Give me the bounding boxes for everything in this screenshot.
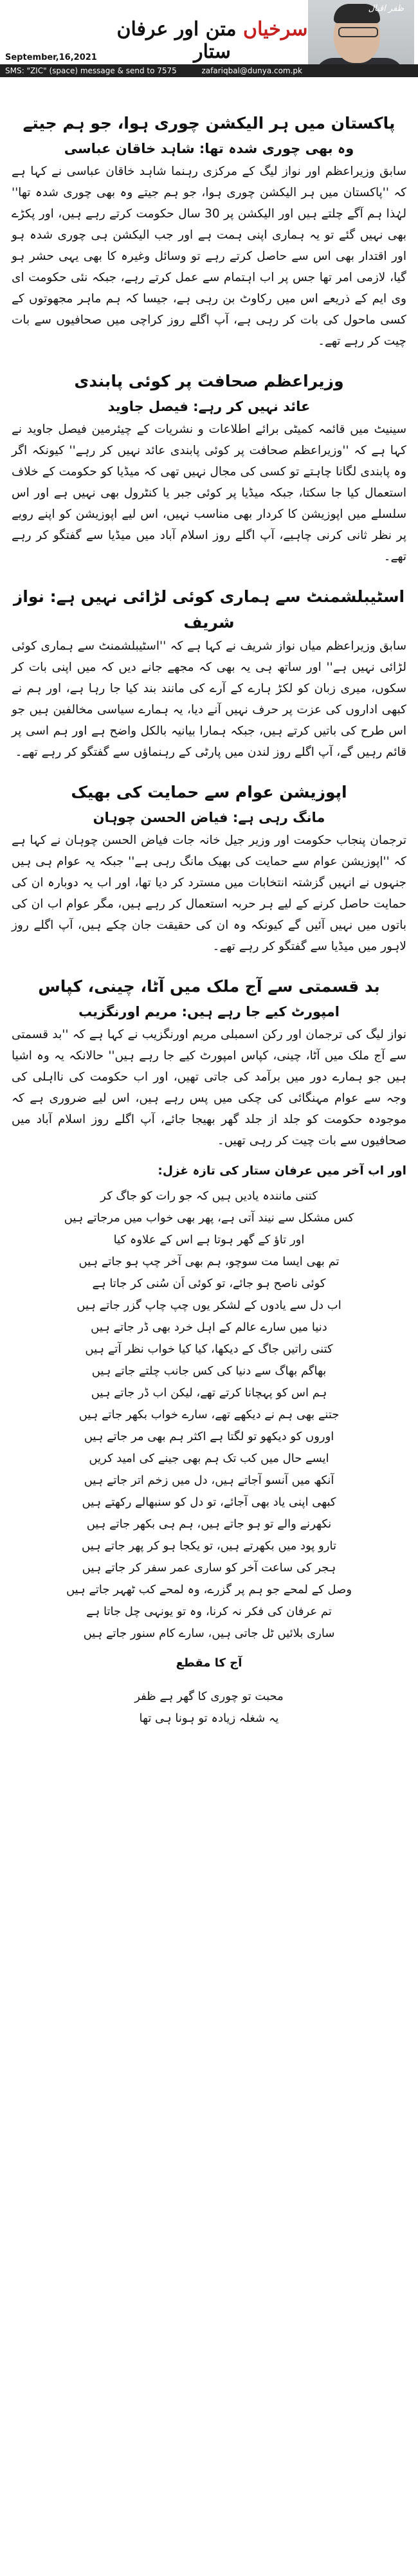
section-paragraph: نواز لیگ کی ترجمان اور رکن اسمبلی مریم اورنگزیب نے کہا ہے کہ ''بد قسمتی سے آج ملک میں آٹا، چینی، کپاس امپورٹ کیے جا رہے ہیں'' حالانکہ یہ وہ اشیا ہیں جو ہمارے دور میں برآمد کی جاتی تھیں، اور اب حکومت کی نااہلی کی وجہ سے عوام مہنگائی کی چکی میں پس رہے ہیں، اس لیے ضروری ہے کہ موجودہ حکومت کو جلد از جلد گھر بھیجا جائے، آپ اگلے روز اسلام آباد میں صحافیوں سے بات چیت کر رہی تھیں۔ (12, 1028, 406, 1147)
poem-line: ساری بلائیں ٹل جاتی ہیں، سارے کام سنور جاتے ہیں (83, 1627, 335, 1640)
poem-line: دنیا میں سارے عالم کے اہل خرد بھی ڈر جاتے ہیں (91, 1320, 327, 1334)
article-body (12, 111, 406, 1730)
poem-line: ہجر کی ساعت آخر کو ساری عمر سفر کر جاتے ہیں (82, 1561, 336, 1575)
section-subhead: امپورٹ کیے جا رہے ہیں: مریم اورنگزیب (78, 1004, 340, 1019)
poem-line: اب دل سے یادوں کے لشکر یوں چپ چاپ گزر جاتے ہیں (77, 1299, 341, 1312)
article-section (12, 584, 406, 763)
section-subhead: وہ بھی چوری شدہ تھا: شاہد خاقان عباسی (64, 141, 354, 156)
section-headline: بد قسمتی سے آج ملک میں آٹا، چینی، کپاس (38, 977, 380, 996)
closing-label: آج کا مقطع (176, 1656, 242, 1670)
sms-bar (0, 64, 418, 77)
publish-date: September,16,2021 (5, 53, 97, 62)
section-headline: اپوزیشن عوام سے حمایت کی بھیک (71, 783, 347, 801)
poem-intro: اور اب آخر میں عرفان ستار کی تازہ غزل: (158, 1164, 406, 1178)
section-subhead: عائد نہیں کر رہے: فیصل جاوید (107, 399, 311, 414)
section-paragraph: سابق وزیراعظم میاں نواز شریف نے کہا ہے کہ ''اسٹیبلشمنٹ سے ہماری کوئی لڑائی نہیں ہے'' اور ساتھ ہی یہ بھی کہ مجھے جانے دیں کہ میں اپنی بات کر سکوں، میری زبان کو لکڑ ہارے کے آرے کی مانند بند کیا جا رہا ہے، اور ہم نے کبھی اداروں کی عزت پر حرف نہیں آنے دیا، یہ ہمارے سیاسی مخالفین ہیں جو اس طرح کی باتیں کرتے ہیں، جبکہ ہمارا بیانیہ بالکل واضح ہے اور ہم اسی پر قائم رہیں گے، آپ اگلے روز لندن میں پارٹی کے رہنماؤں سے گفتگو کر رہے تھے۔ (12, 639, 406, 759)
article-section (12, 111, 406, 352)
poem-line: کس مشکل سے نیند آتی ہے، پھر بھی خواب میں مرجاتے ہیں (64, 1211, 354, 1225)
sms-instructions: SMS: "ZIC" (space) message & send to 7575 (5, 66, 177, 75)
poem-line: جتنے بھی ہم نے دیکھے تھے، سارے خواب بکھر جاتے ہیں (78, 1408, 340, 1421)
poem-line: کوئی ناصح ہو جائے، تو کوئی اَن سُنی کر جاتا ہے (92, 1277, 326, 1290)
poem-line: کتنی مانندہ یادیں ہیں کہ جو رات کو جاگ کر (100, 1189, 318, 1203)
poem-line: کبھی اپنی یاد بھی آجائے، تو دل کو سنبھالے رکھتے ہیں (82, 1495, 336, 1509)
column-title-part2: متن اور عرفان ستار (116, 18, 237, 63)
poem-line: ایسے حال میں کب تک ہم بھی جینے کی امید کریں (89, 1452, 329, 1465)
poem-line: ہم اس کو پہچانا کرتے تھے، لیکن اب ڈر جاتے ہیں (91, 1386, 327, 1400)
column-header (0, 0, 418, 104)
poem-line: تم عرفان کی فکر نہ کرنا، وہ تو یونہی چل جاتا ہے (86, 1605, 332, 1618)
poem-line: نکھرنے والے تو ہو جاتے ہیں، ہم ہی بکھر جاتے ہیں (86, 1517, 332, 1531)
section-paragraph: سینیٹ میں قائمہ کمیٹی برائے اطلاعات و نشریات کے چیئرمین فیصل جاوید نے کہا ہے کہ ''وزیراعظم صحافت پر کوئی پابندی عائد نہیں کر رہے'' کیونکہ اگر وہ پابندی لگانا چاہتے تو کسی کی مجال نہیں تھی کہ میڈیا کو حکومت کے خلاف استعمال کیا جا سکتا، جبکہ میڈیا پر کوئی جبر یا کنٹرول بھی نہیں ہے اور اس سلسلے میں اپوزیشن کا کردار بھی مناسب نہیں، اس لیے اپوزیشن کو اپنے رویے پر نظر ثانی کرنی چاہیے، آپ اگلے روز اسلام آباد میں میڈیا سے گفتگو کر رہے تھے۔ (12, 423, 406, 563)
poem-line: تم بھی ایسا مت سوچو، ہم بھی آخر چپ ہو جاتے ہیں (78, 1255, 340, 1268)
poem-line: اوروں کو دیکھو تو لگتا ہے اکثر ہم بھی مر جاتے ہیں (84, 1430, 334, 1443)
column-title (116, 18, 309, 63)
section-headline: پاکستان میں ہر الیکشن چوری ہوا، جو ہم جیتے (23, 114, 395, 132)
poem-line: وصل کے لمحے جو ہم پر گزرے، وہ لمحے کب ٹھہر جاتے ہیں (66, 1583, 352, 1596)
closing-couplet (12, 1686, 406, 1730)
poem (12, 1185, 406, 1645)
poem-line: تارو پود میں بکھرتے ہیں، تو یکجا ہو کر پھر جاتے ہیں (82, 1539, 336, 1553)
poem-line: کتنی راتیں جاگ کے دیکھا، کیا کیا خواب نظر آتے ہیں (85, 1342, 333, 1356)
poem-line: یہ شغلہ زیادہ تو ہونا ہی تھا (139, 1712, 279, 1725)
poem-line: محبت تو چوری کا گھر ہے ظفر (134, 1690, 284, 1703)
article-section (12, 369, 406, 567)
article-section (12, 780, 406, 957)
section-paragraph: ترجمان پنجاب حکومت اور وزیر جیل خانہ جات فیاض الحسن چوہان نے کہا ہے کہ ''اپوزیشن عوام سے حمایت کی بھیک مانگ رہی ہے'' جبکہ یہ عوام ہی ہیں جنہوں نے انہیں گزشتہ انتخابات میں مسترد کر دیا تھا، اور اب یہ دوبارہ ان کی حمایت حاصل کرنے کے لیے ہر حربہ استعمال کر رہے ہیں، مگر عوام اب ان کی باتوں میں نہیں آئیں گے کیونکہ وہ ان کی حقیقت جان چکے ہیں، آپ اگلے روز لاہور میں میڈیا سے گفتگو کر رہے تھے۔ (12, 834, 406, 953)
section-headline: وزیراعظم صحافت پر کوئی پابندی (74, 372, 344, 390)
section-headline: اسٹیبلشمنٹ سے ہماری کوئی لڑائی نہیں ہے: نواز شریف (13, 587, 405, 632)
section-subhead: مانگ رہی ہے: فیاض الحسن چوہان (93, 810, 325, 825)
article-section (12, 974, 406, 1151)
author-signature: ظفر اقبال (368, 4, 404, 14)
poem-line: اور تاؤ کے گھر ہوتا ہے اس کے علاوہ کیا (113, 1233, 305, 1247)
section-paragraph: سابق وزیراعظم اور نواز لیگ کے مرکزی رہنما شاہد خاقان عباسی نے کہا ہے کہ ''پاکستان میں ہر الیکشن چوری ہوا، جو ہم جیتے وہ بھی چوری شدہ تھا'' لہٰذا ہم آگے چلتے ہیں اور الیکشن پر 30 سال حکومت کرتے رہے ہیں، اور پکڑے بھی نہیں گئے تو یہ ہماری اپنی ہمت ہے اور جب الیکشن ہی چوری شدہ ہو اور اقتدار بھی اس سے حاصل کرتے رہے تو وسائل وغیرہ کا بھی یہی حشر ہو گیا، لازمی امر تھا جس پر اب اہتمام سے عمل کرتے رہے، جبکہ نئی حکومت ای وی ایم کے ذریعے اس میں رکاوٹ بن رہی ہے، جیسا کہ ہم ماہر مجھوتوں کے کسی ماحول کی بات کر رہی ہے، آپ اگلے روز کراچی میں صحافیوں سے بات چیت کر رہے تھے۔ (12, 165, 407, 348)
poem-line: آنکھ میں آنسو آجاتے ہیں، دل میں زخم اتر جاتے ہیں (84, 1474, 334, 1487)
poem-line: بھاگم بھاگ سے دنیا کی کس جانب چلتے جاتے ہیں (91, 1364, 327, 1378)
author-email[interactable]: zafariqbal@dunya.com.pk (201, 66, 302, 75)
column-title-part1: سرخیاں (243, 18, 308, 41)
